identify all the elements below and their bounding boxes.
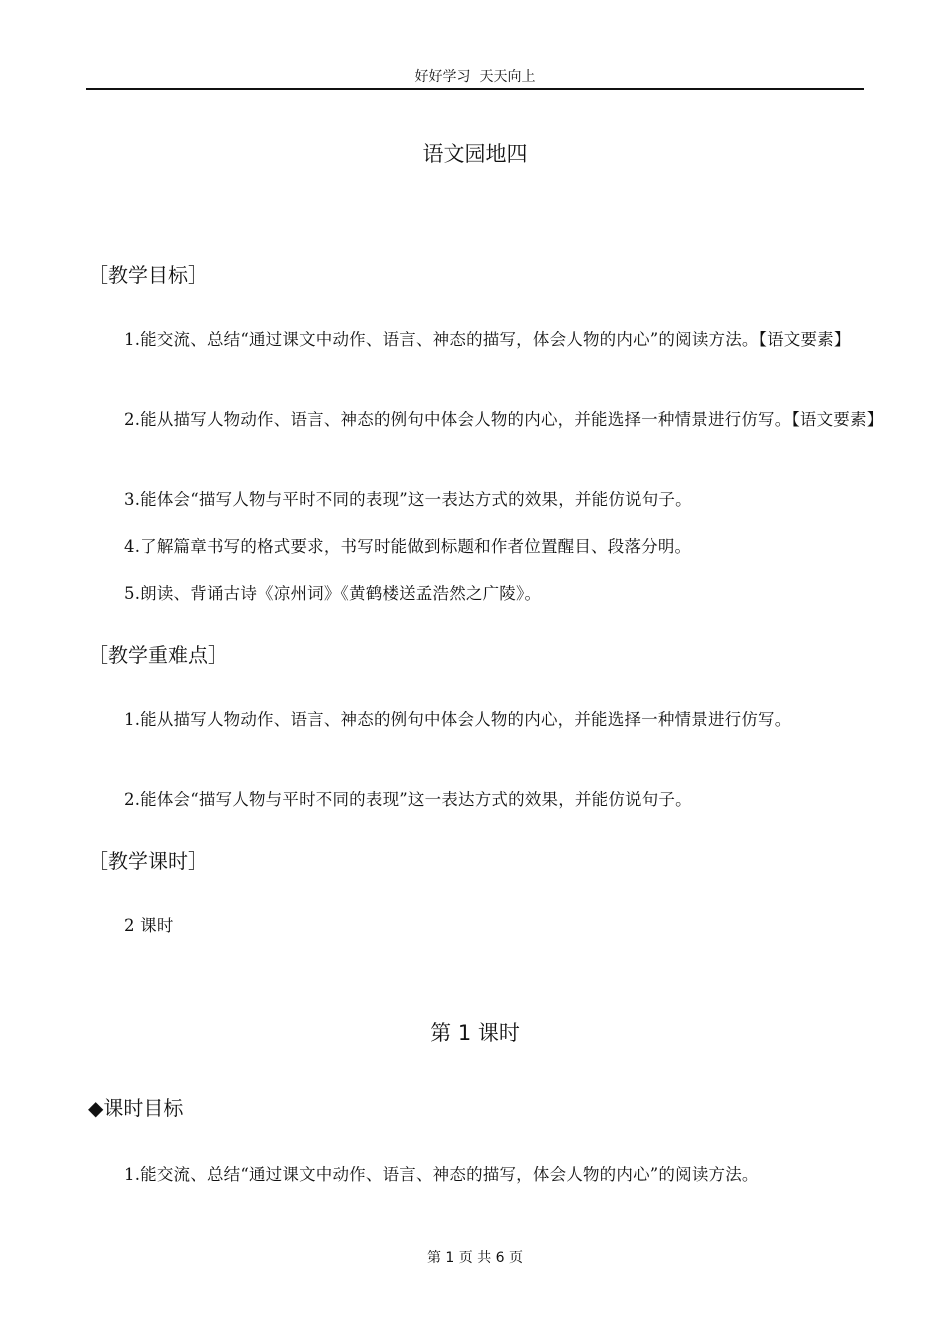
document-title: 语文园地四	[422, 142, 528, 166]
hours-heading: ［教学课时］	[88, 849, 208, 873]
page-header	[86, 66, 864, 90]
key-point-item: 1.能从描写人物动作、语言、神态的例句中体会人物的内心，并能选择一种情景进行仿写。	[124, 710, 792, 729]
goal-item: 4.了解篇章书写的格式要求，书写时能做到标题和作者位置醒目、段落分明。	[124, 537, 692, 556]
lesson-goal-item: 1.能交流、总结“通过课文中动作、语言、神态的描写，体会人物的内心”的阅读方法。	[124, 1165, 759, 1184]
goal-item: 1.能交流、总结“通过课文中动作、语言、神态的描写，体会人物的内心”的阅读方法。【语文要素】	[124, 330, 851, 349]
goal-item: 5.朗读、背诵古诗《凉州词》《黄鹤楼送孟浩然之广陵》。	[124, 584, 542, 603]
lesson-title: 第 1 课时	[430, 1021, 520, 1045]
page-footer	[0, 1247, 950, 1267]
goal-item: 3.能体会“描写人物与平时不同的表现”这一表达方式的效果，并能仿说句子。	[124, 490, 692, 509]
hours-text: 2 课时	[124, 916, 174, 935]
lesson-goal-heading: ◆课时目标	[88, 1096, 184, 1120]
key-points-heading: ［教学重难点］	[88, 643, 228, 667]
header-text: 好好学习 天天向上	[414, 69, 536, 85]
key-point-item: 2.能体会“描写人物与平时不同的表现”这一表达方式的效果，并能仿说句子。	[124, 790, 692, 809]
goals-heading: ［教学目标］	[88, 263, 208, 287]
page-number: 第 1 页 共 6 页	[426, 1250, 524, 1266]
goal-item: 2.能从描写人物动作、语言、神态的例句中体会人物的内心，并能选择一种情景进行仿写。【语文要素】	[124, 410, 884, 429]
